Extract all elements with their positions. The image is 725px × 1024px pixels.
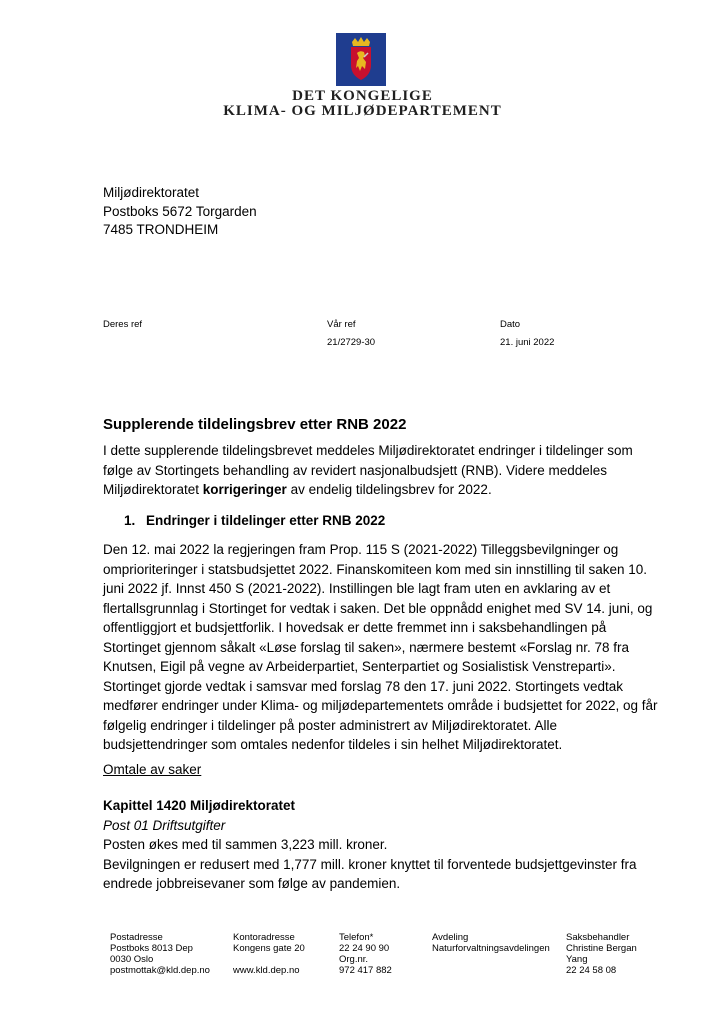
footer-telefon — [339, 932, 392, 976]
body-line: offentliggjort et budsjettforlik. I hovedsak er dette fremmet inn i saksbehandlingen på — [103, 620, 607, 635]
footer-kontoradresse — [233, 932, 305, 976]
letter-title: Supplerende tildelingsbrev etter RNB 2022 — [103, 416, 407, 433]
intro-paragraph — [103, 441, 663, 500]
section-heading — [124, 513, 385, 528]
omtale-heading: Omtale av saker — [103, 762, 202, 777]
body-line: medfører endringer under Klima- og miljødepartementets område i budsjettet for 2022, og får — [103, 698, 658, 713]
footer-line: Kontoradresse — [233, 932, 295, 943]
body-line: Den 12. mai 2022 la regjeringen fram Prop. 115 S (2021-2022) Tilleggsbevilgninger og — [103, 542, 619, 557]
footer-line: Postboks 8013 Dep — [110, 943, 193, 954]
footer-saksbehandler — [566, 932, 637, 976]
footer-website-link[interactable]: www.kld.dep.no — [233, 965, 300, 976]
recipient-line: 7485 TRONDHEIM — [103, 222, 219, 237]
intro-line: I dette supplerende tildelingsbrevet meddeles Miljødirektoratet endringer i tildelinger som — [103, 443, 633, 458]
footer-line: 22 24 58 08 — [566, 965, 617, 976]
kapittel-heading: Kapittel 1420 Miljødirektoratet — [103, 798, 296, 813]
footer-line: Postadresse — [110, 932, 163, 943]
body-paragraph — [103, 540, 663, 755]
footer-line: 0030 Oslo — [110, 954, 154, 965]
body-line: flertallsgrunnlag i Stortinget for vedtak i saken. Det ble oppnådd enighet med SV 14. juni, og — [103, 600, 653, 616]
kapittel-section — [103, 796, 663, 894]
body-line: følgelig endringer i tildelinger på poster administrert av Miljødirektoratet. Alle — [103, 717, 557, 733]
intro-text: Miljødirektoratet — [103, 482, 203, 497]
footer-line: Saksbehandler — [566, 932, 630, 943]
footer-email-link[interactable]: postmottak@kld.dep.no — [110, 965, 210, 976]
footer-line: Christine Bergan — [566, 943, 637, 954]
var-ref-value: 21/2729-30 — [327, 337, 376, 348]
body-line: budsjettendringer som omtales nedenfor tildeles i sin helhet Miljødirektoratet. — [103, 737, 563, 752]
post-line: endrede jobbreisevaner som følge av pandemien. — [103, 876, 401, 891]
footer-line: Kongens gate 20 — [233, 943, 305, 954]
footer-line: 22 24 90 90 — [339, 943, 390, 954]
dato-value: 21. juni 2022 — [500, 337, 555, 348]
footer-postadresse — [110, 932, 210, 976]
footer-line: Avdeling — [432, 932, 469, 943]
body-line: Knutsen, Eigil på vegne av Arbeiderpartiet, Senterpartiet og Sosialistisk Venstreparti». — [103, 659, 616, 674]
ministry-name-line2: KLIMA- OG MILJØDEPARTEMENT — [223, 103, 502, 119]
recipient-line: Miljødirektoratet — [103, 185, 200, 200]
intro-line — [103, 480, 663, 500]
footer-avdeling — [432, 932, 550, 954]
coat-of-arms-logo — [336, 33, 386, 86]
ministry-name-line1: DET KONGELIGE — [292, 88, 433, 104]
footer-line: Naturforvaltningsavdelingen — [432, 943, 550, 954]
var-ref-label: Vår ref — [327, 319, 356, 330]
deres-ref-label: Deres ref — [103, 319, 143, 330]
section-title: Endringer i tildelinger etter RNB 2022 — [146, 513, 386, 528]
recipient-line: Postboks 5672 Torgarden — [103, 203, 257, 219]
footer-line — [233, 954, 305, 965]
intro-text: av endelig tildelingsbrev for 2022. — [286, 482, 492, 497]
footer-line: Telefon* — [339, 932, 374, 943]
post-heading: Post 01 Driftsutgifter — [103, 817, 226, 833]
body-line: Stortinget gjorde vedtak i samsvar med forslag 78 den 17. juni 2022. Stortingets vedtak — [103, 678, 624, 694]
section-number: 1. — [124, 513, 136, 528]
post-line: Bevilgningen er redusert med 1,777 mill. kroner knyttet til forventede budsjettgevinster fra — [103, 856, 637, 872]
post-line: Posten økes med til sammen 3,223 mill. kroner. — [103, 837, 388, 852]
intro-bold-text: korrigeringer — [202, 482, 287, 497]
body-line: omprioriteringer i statsbudsjettet 2022. Finanskomiteen kom med sin innstilling til saken 10. — [103, 561, 648, 577]
dato-label: Dato — [500, 319, 521, 330]
footer-line: 972 417 882 — [339, 965, 392, 976]
footer-line: Yang — [566, 954, 588, 965]
footer-line: Org.nr. — [339, 954, 369, 965]
recipient-address — [103, 184, 257, 240]
intro-line: følge av Stortingets behandling av revidert nasjonalbudsjett (RNB). Videre meddeles — [103, 462, 608, 478]
body-line: juni 2022 jf. Innst 450 S (2021-2022). Instillingen ble lagt fram uten en avklaring av et — [103, 581, 611, 596]
body-line: Stortinget gjennom såkalt «Løse forslag til saken», nærmere bestemt «Forslag nr. 78 fra — [103, 639, 630, 655]
